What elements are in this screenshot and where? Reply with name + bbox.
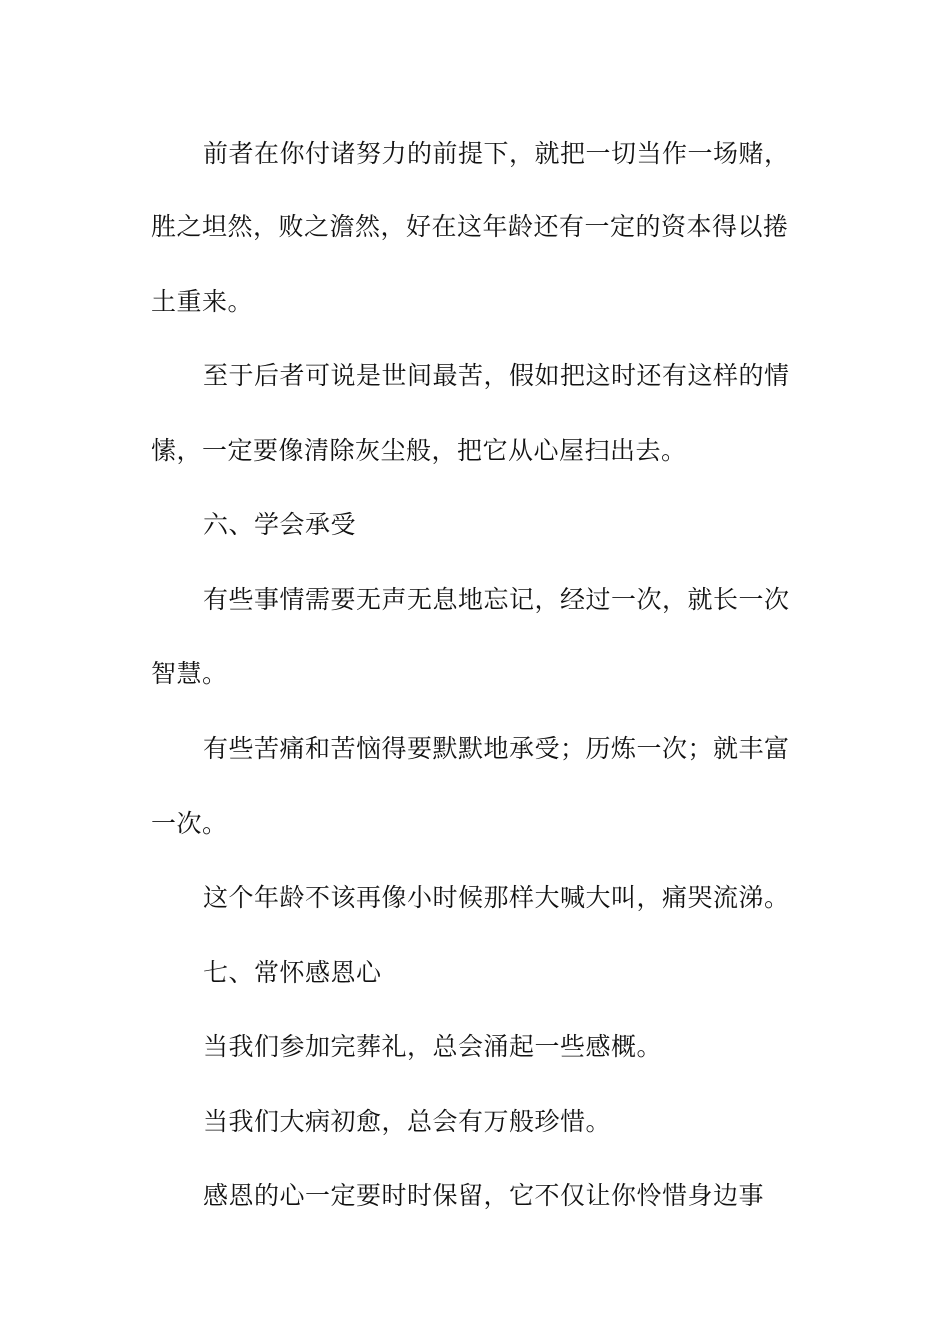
paragraph-line: 胜之坦然，败之澹然，好在这年龄还有一定的资本得以捲 xyxy=(151,212,789,241)
section-heading: 六、学会承受 xyxy=(203,510,357,539)
section-heading: 七、常怀感恩心 xyxy=(203,958,382,987)
paragraph-line: 感恩的心一定要时时保留，它不仅让你怜惜身边事 xyxy=(203,1181,765,1210)
paragraph-line: 这个年龄不该再像小时候那样大喊大叫，痛哭流涕。 xyxy=(203,883,790,912)
paragraph-line: 当我们参加完葬礼，总会涌起一些感概。 xyxy=(203,1032,663,1061)
paragraph-line: 愫，一定要像清除灰尘般，把它从心屋扫出去。 xyxy=(151,436,687,465)
paragraph-line: 智慧。 xyxy=(151,659,228,688)
paragraph-line: 至于后者可说是世间最苦，假如把这时还有这样的情 xyxy=(203,361,790,390)
paragraph-line: 一次。 xyxy=(151,809,228,838)
paragraph-line: 土重来。 xyxy=(151,287,254,316)
paragraph-line: 前者在你付诸努力的前提下，就把一切当作一场赌， xyxy=(203,139,790,168)
paragraph-line: 有些事情需要无声无息地忘记，经过一次，就长一次 xyxy=(203,585,790,614)
paragraph-line: 当我们大病初愈，总会有万般珍惜。 xyxy=(203,1107,612,1136)
paragraph-line: 有些苦痛和苦恼得要默默地承受；历炼一次；就丰富 xyxy=(203,734,790,763)
